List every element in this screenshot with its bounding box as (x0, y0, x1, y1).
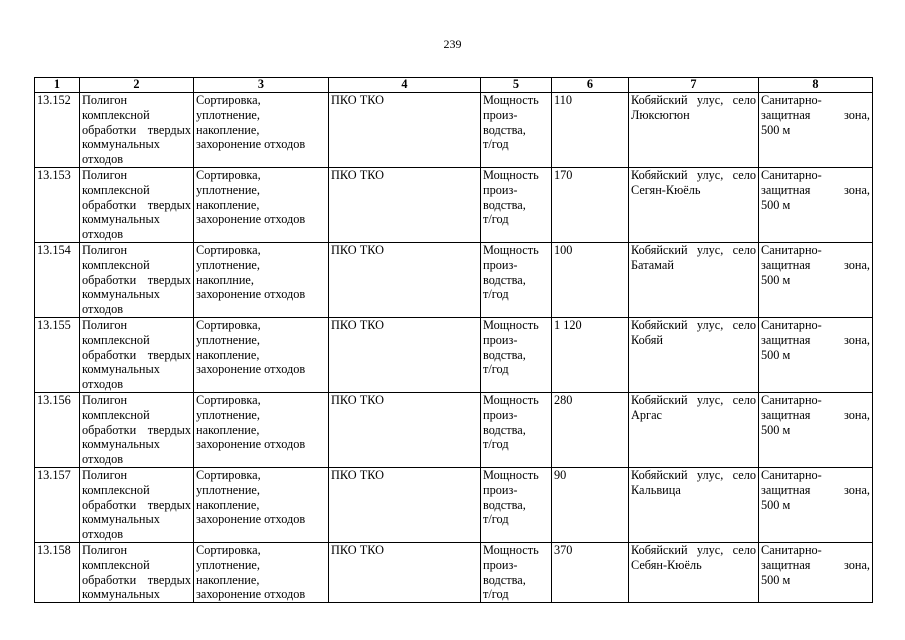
cell-number (35, 168, 80, 243)
cell-protection-zone-line: Санитарно- (761, 393, 822, 407)
cell-operations (194, 393, 329, 468)
column-header: 4 (329, 78, 481, 93)
cell-facility-name-line: коммунальных (82, 512, 160, 527)
cell-protection-zone-line: защитная зона, (761, 182, 870, 197)
cell-capacity-label (481, 318, 552, 393)
cell-capacity-label-line: произ- (483, 182, 518, 197)
column-header: 6 (552, 78, 629, 93)
cell-facility-name (80, 393, 194, 468)
cell-location (629, 93, 759, 168)
cell-capacity-label-line: т/год (483, 587, 509, 602)
cell-protection-zone (759, 243, 873, 318)
cell-facility-name-line: комплексной (82, 482, 150, 497)
cell-facility-name-line: отходов (82, 152, 124, 167)
cell-capacity-label-line: произ- (483, 407, 518, 422)
column-header: 1 (35, 78, 80, 93)
cell-operations-line: захоронение отходов (196, 137, 306, 152)
cell-facility-name-line: комплексной (82, 107, 150, 122)
cell-protection-zone-line: Санитарно- (761, 318, 822, 332)
cell-facility-name-line: Полигон (82, 93, 128, 107)
cell-facility-name (80, 243, 194, 318)
cell-location-line: Кобяй (631, 332, 663, 347)
cell-operations-line: Сортировка, (196, 318, 261, 332)
cell-operations (194, 93, 329, 168)
column-number-header-row (35, 78, 873, 93)
cell-capacity-value-text: 90 (554, 468, 567, 482)
cell-capacity-label-line: Мощность (483, 243, 539, 257)
cell-capacity-label (481, 93, 552, 168)
cell-operations-line: накопление, (196, 422, 260, 437)
cell-location-line: Сегян-Кюёль (631, 182, 701, 197)
cell-facility-name-line: отходов (82, 377, 124, 392)
cell-operations-line: захоронение отходов (196, 287, 306, 302)
cell-operations-line: накопление, (196, 122, 260, 137)
cell-number (35, 93, 80, 168)
cell-facility-name-line: коммунальных (82, 587, 160, 602)
column-header: 7 (629, 78, 759, 93)
cell-protection-zone-line: защитная зона, (761, 107, 870, 122)
cell-operations-line: Сортировка, (196, 543, 261, 557)
cell-operations-line: накоплние, (196, 272, 254, 287)
cell-facility-name-line: коммунальных (82, 362, 160, 377)
cell-location-line: Батамай (631, 257, 674, 272)
cell-location (629, 318, 759, 393)
cell-location-line: Кобяйский улус, село (631, 93, 756, 107)
cell-location (629, 168, 759, 243)
cell-protection-zone-line: защитная зона, (761, 557, 870, 572)
cell-capacity-label (481, 243, 552, 318)
cell-capacity-label-line: произ- (483, 257, 518, 272)
cell-operations (194, 168, 329, 243)
cell-protection-zone-line: защитная зона, (761, 257, 870, 272)
cell-protection-zone-line: 500 м (761, 572, 791, 587)
cell-facility-type (329, 243, 481, 318)
cell-operations-line: Сортировка, (196, 243, 261, 257)
cell-number-text: 13.154 (37, 243, 71, 257)
cell-facility-type (329, 93, 481, 168)
cell-operations-line: уплотнение, (196, 107, 260, 122)
cell-number-text: 13.156 (37, 393, 71, 407)
cell-facility-name-line: коммунальных (82, 212, 160, 227)
cell-protection-zone (759, 393, 873, 468)
column-header: 2 (80, 78, 194, 93)
cell-location-line: Кобяйский улус, село (631, 243, 756, 257)
cell-location (629, 243, 759, 318)
cell-protection-zone (759, 318, 873, 393)
cell-facility-name-line: обработки твердых (82, 422, 191, 437)
cell-facility-name-line: комплексной (82, 257, 150, 272)
cell-protection-zone-line: защитная зона, (761, 482, 870, 497)
table-row (35, 93, 873, 168)
cell-capacity-label-line: Мощность (483, 543, 539, 557)
cell-facility-name (80, 468, 194, 543)
cell-facility-name-line: коммунальных (82, 287, 160, 302)
cell-location-line: Кальвица (631, 482, 681, 497)
table-body (35, 93, 873, 603)
cell-protection-zone (759, 93, 873, 168)
cell-location-line: Себян-Кюёль (631, 557, 702, 572)
cell-location-line: Кобяйский улус, село (631, 393, 756, 407)
cell-capacity-label-line: Мощность (483, 393, 539, 407)
waste-facility-table (34, 77, 873, 603)
cell-facility-name-line: коммунальных (82, 437, 160, 452)
cell-capacity-value (552, 318, 629, 393)
cell-capacity-label (481, 543, 552, 603)
cell-number (35, 393, 80, 468)
cell-operations-line: уплотнение, (196, 557, 260, 572)
cell-capacity-label-line: водства, (483, 572, 526, 587)
cell-capacity-label-line: водства, (483, 272, 526, 287)
cell-protection-zone-line: 500 м (761, 122, 791, 137)
cell-operations-line: уплотнение, (196, 332, 260, 347)
cell-operations-line: Сортировка, (196, 168, 261, 182)
cell-facility-type-text: ПКО ТКО (331, 393, 385, 407)
cell-facility-name (80, 318, 194, 393)
cell-capacity-label-line: водства, (483, 347, 526, 362)
cell-number (35, 468, 80, 543)
cell-facility-name-line: комплексной (82, 182, 150, 197)
cell-operations-line: захоронение отходов (196, 362, 306, 377)
cell-number-text: 13.157 (37, 468, 71, 482)
cell-capacity-label (481, 468, 552, 543)
cell-protection-zone-line: защитная зона, (761, 332, 870, 347)
cell-operations-line: уплотнение, (196, 407, 260, 422)
cell-facility-name-line: отходов (82, 302, 124, 317)
cell-operations-line: накопление, (196, 197, 260, 212)
cell-facility-name-line: комплексной (82, 407, 150, 422)
cell-operations-line: уплотнение, (196, 482, 260, 497)
cell-capacity-value-text: 110 (554, 93, 572, 107)
cell-facility-name-line: комплексной (82, 332, 150, 347)
cell-facility-name-line: отходов (82, 227, 124, 242)
cell-location-line: Аргас (631, 407, 662, 422)
cell-capacity-value (552, 543, 629, 603)
cell-location (629, 543, 759, 603)
cell-operations (194, 318, 329, 393)
column-header: 5 (481, 78, 552, 93)
cell-capacity-label-line: Мощность (483, 468, 539, 482)
cell-facility-name (80, 543, 194, 603)
cell-location (629, 468, 759, 543)
cell-facility-name-line: обработки твердых (82, 122, 191, 137)
cell-capacity-value (552, 468, 629, 543)
cell-protection-zone-line: Санитарно- (761, 93, 822, 107)
cell-facility-type-text: ПКО ТКО (331, 543, 385, 557)
table-row (35, 168, 873, 243)
cell-location-line: Кобяйский улус, село (631, 543, 756, 557)
cell-facility-name-line: обработки твердых (82, 572, 191, 587)
cell-number (35, 543, 80, 603)
cell-capacity-value (552, 168, 629, 243)
cell-facility-name-line: комплексной (82, 557, 150, 572)
cell-capacity-label-line: произ- (483, 482, 518, 497)
cell-operations-line: накопление, (196, 572, 260, 587)
cell-capacity-label-line: Мощность (483, 93, 539, 107)
cell-capacity-label-line: произ- (483, 107, 518, 122)
cell-facility-name-line: коммунальных (82, 137, 160, 152)
cell-facility-name (80, 93, 194, 168)
cell-location-line: Кобяйский улус, село (631, 318, 756, 332)
cell-facility-type (329, 543, 481, 603)
cell-capacity-value-text: 170 (554, 168, 573, 182)
cell-number-text: 13.152 (37, 93, 71, 107)
cell-capacity-value (552, 93, 629, 168)
cell-facility-name-line: обработки твердых (82, 197, 191, 212)
cell-capacity-value (552, 393, 629, 468)
cell-capacity-label (481, 393, 552, 468)
cell-capacity-label-line: водства, (483, 422, 526, 437)
cell-capacity-label-line: Мощность (483, 318, 539, 332)
cell-number-text: 13.155 (37, 318, 71, 332)
cell-number (35, 243, 80, 318)
cell-operations-line: уплотнение, (196, 257, 260, 272)
cell-protection-zone-line: защитная зона, (761, 407, 870, 422)
page-number: 239 (443, 37, 462, 51)
cell-facility-name-line: Полигон (82, 318, 128, 332)
table-row (35, 543, 873, 603)
cell-facility-type-text: ПКО ТКО (331, 318, 385, 332)
cell-operations-line: накопление, (196, 347, 260, 362)
column-header: 3 (194, 78, 329, 93)
cell-protection-zone (759, 468, 873, 543)
cell-protection-zone (759, 168, 873, 243)
table-row (35, 243, 873, 318)
cell-capacity-value-text: 1 120 (554, 318, 582, 332)
cell-operations-line: Сортировка, (196, 468, 261, 482)
cell-operations-line: Сортировка, (196, 93, 261, 107)
cell-operations-line: захоронение отходов (196, 437, 306, 452)
cell-operations-line: уплотнение, (196, 182, 260, 197)
cell-capacity-label-line: т/год (483, 287, 509, 302)
cell-facility-type (329, 468, 481, 543)
cell-operations (194, 468, 329, 543)
cell-capacity-label-line: т/год (483, 212, 509, 227)
cell-protection-zone-line: Санитарно- (761, 243, 822, 257)
cell-capacity-label-line: водства, (483, 497, 526, 512)
table-row (35, 468, 873, 543)
cell-facility-name-line: Полигон (82, 168, 128, 182)
cell-facility-name-line: отходов (82, 527, 124, 542)
cell-facility-name-line: Полигон (82, 543, 128, 557)
cell-facility-name-line: Полигон (82, 468, 128, 482)
cell-protection-zone-line: 500 м (761, 272, 791, 287)
cell-location-line: Люксюгюн (631, 107, 690, 122)
cell-capacity-label-line: т/год (483, 512, 509, 527)
cell-protection-zone-line: 500 м (761, 197, 791, 212)
cell-facility-name (80, 168, 194, 243)
cell-facility-type-text: ПКО ТКО (331, 93, 385, 107)
cell-capacity-value-text: 280 (554, 393, 573, 407)
cell-operations (194, 243, 329, 318)
cell-capacity-label-line: т/год (483, 137, 509, 152)
cell-facility-name-line: обработки твердых (82, 497, 191, 512)
cell-facility-name-line: обработки твердых (82, 272, 191, 287)
cell-capacity-value (552, 243, 629, 318)
cell-location-line: Кобяйский улус, село (631, 168, 756, 182)
cell-facility-name-line: обработки твердых (82, 347, 191, 362)
cell-protection-zone-line: Санитарно- (761, 543, 822, 557)
cell-facility-name-line: Полигон (82, 243, 128, 257)
cell-facility-type (329, 318, 481, 393)
cell-operations-line: захоронение отходов (196, 587, 306, 602)
cell-capacity-label-line: т/год (483, 437, 509, 452)
cell-facility-name-line: Полигон (82, 393, 128, 407)
cell-number-text: 13.153 (37, 168, 71, 182)
cell-location-line: Кобяйский улус, село (631, 468, 756, 482)
cell-location (629, 393, 759, 468)
table-row (35, 393, 873, 468)
cell-protection-zone-line: 500 м (761, 422, 791, 437)
cell-operations-line: накопление, (196, 497, 260, 512)
cell-facility-type (329, 393, 481, 468)
cell-protection-zone-line: 500 м (761, 497, 791, 512)
cell-facility-type-text: ПКО ТКО (331, 243, 385, 257)
cell-protection-zone (759, 543, 873, 603)
cell-facility-type-text: ПКО ТКО (331, 468, 385, 482)
cell-facility-type (329, 168, 481, 243)
cell-capacity-label-line: Мощность (483, 168, 539, 182)
cell-capacity-label-line: водства, (483, 197, 526, 212)
cell-operations-line: захоронение отходов (196, 212, 306, 227)
column-header: 8 (759, 78, 873, 93)
cell-operations-line: Сортировка, (196, 393, 261, 407)
cell-capacity-label (481, 168, 552, 243)
cell-protection-zone-line: 500 м (761, 347, 791, 362)
cell-protection-zone-line: Санитарно- (761, 468, 822, 482)
cell-operations (194, 543, 329, 603)
cell-operations-line: захоронение отходов (196, 512, 306, 527)
cell-capacity-value-text: 100 (554, 243, 573, 257)
cell-capacity-label-line: водства, (483, 122, 526, 137)
cell-capacity-label-line: т/год (483, 362, 509, 377)
cell-capacity-label-line: произ- (483, 332, 518, 347)
cell-facility-type-text: ПКО ТКО (331, 168, 385, 182)
table-row (35, 318, 873, 393)
cell-protection-zone-line: Санитарно- (761, 168, 822, 182)
cell-number-text: 13.158 (37, 543, 71, 557)
cell-number (35, 318, 80, 393)
cell-facility-name-line: отходов (82, 452, 124, 467)
cell-capacity-value-text: 370 (554, 543, 573, 557)
cell-capacity-label-line: произ- (483, 557, 518, 572)
